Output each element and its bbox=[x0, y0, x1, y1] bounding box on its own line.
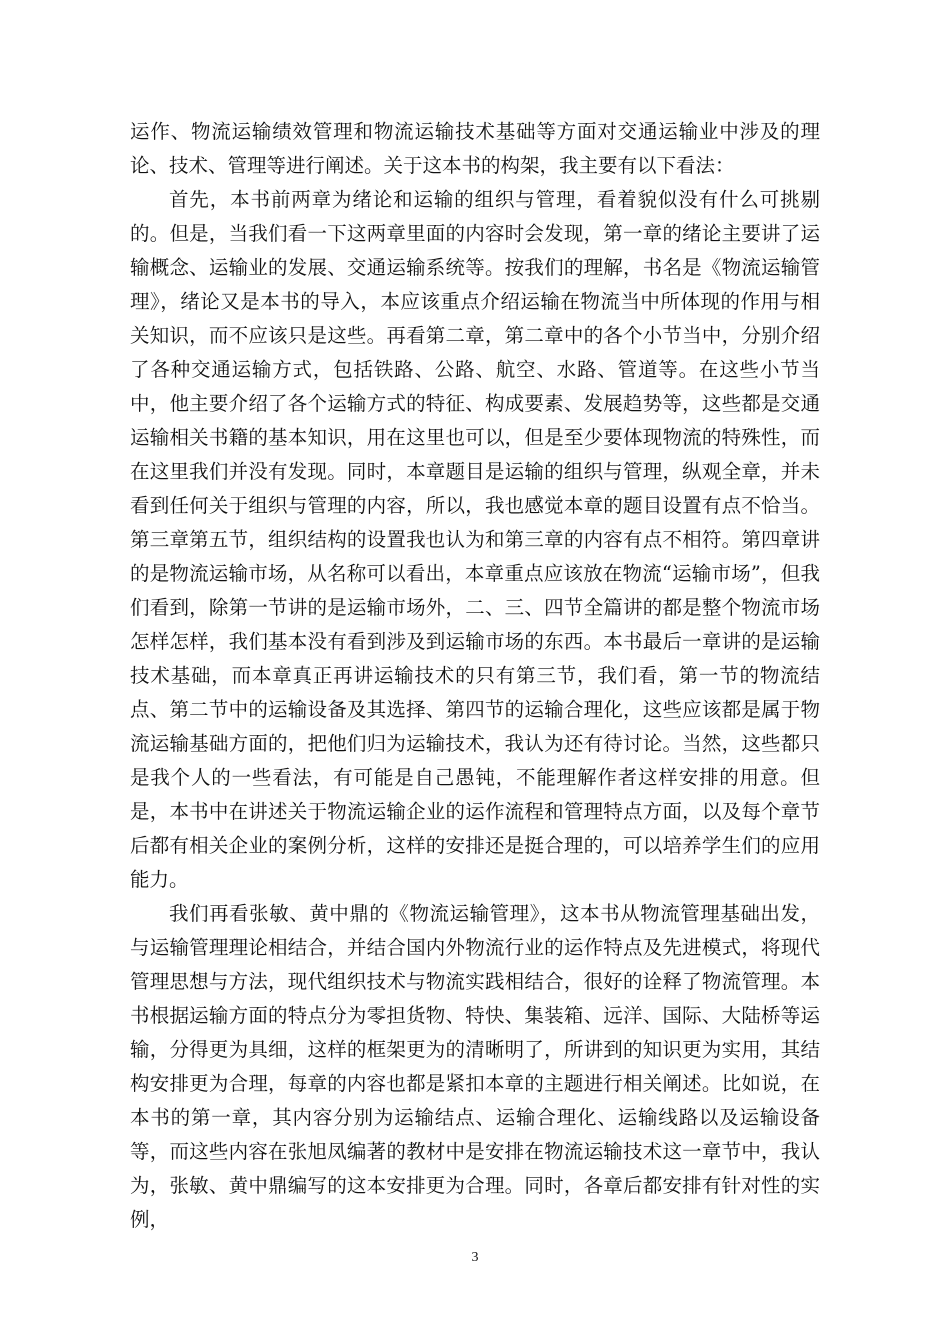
paragraph-3: 我们再看张敏、黄中鼎的《物流运输管理》，这本书从物流管理基础出发，与运输管理理论相结合，并结合国内外物流行业的运作特点及先进模式，将现代管理思想与方法，现代组织技术与物流实践相结合，很好的诠释了物流管理。本书根据运输方面的特点分为零担货物、特快、集装箱、远洋、国际、大陆桥等运输，分得更为具细，这样的框架更为的清晰明了，所讲到的知识更为实用，其结构安排更为合理，每章的内容也都是紧扣本章的主题进行相关阐述。比如说，在本书的第一章，其内容分别为运输结点、运输合理化、运输线路以及运输设备等，而这些内容在张旭凤编著的教材中是安排在物流运输技术这一章节中，我认为，张敏、黄中鼎编写的这本安排更为合理。同时，各章后都安排有针对性的实例， bbox=[130, 902, 820, 1231]
body-text bbox=[130, 115, 820, 1237]
paragraph-2: 首先，本书前两章为绪论和运输的组织与管理，看着貌似没有什么可挑剔的。但是，当我们看一下这两章里面的内容时会发现，第一章的绪论主要讲了运输概念、运输业的发展、交通运输系统等。按我们的理解，书名是《物流运输管理》，绪论又是本书的导入，本应该重点介绍运输在物流当中所体现的作用与相关知识，而不应该只是这些。再看第二章，第二章中的各个小节当中，分别介绍了各种交通运输方式，包括铁路、公路、航空、水路、管道等。在这些小节当中，他主要介绍了各个运输方式的特征、构成要素、发展趋势等，这些都是交通运输相关书籍的基本知识，用在这里也可以，但是至少要体现物流的特殊性，而在这里我们并没有发现。同时，本章题目是运输的组织与管理，纵观全章，并未看到任何关于组织与管理的内容，所以，我也感觉本章的题目设置有点不恰当。第三章第五节，组织结构的设置我也认为和第三章的内容有点不相符。第四章讲的是物流运输市场，从名称可以看出，本章重点应该放在物流“运输市场”，但我们看到，除第一节讲的是运输市场外，二、三、四节全篇讲的都是整个物流市场怎样怎样，我们基本没有看到涉及到运输市场的东西。本书最后一章讲的是运输技术基础，而本章真正再讲运输技术的只有第三节，我们看，第一节的物流结点、第二节中的运输设备及其选择、第四节的运输合理化，这些应该都是属于物流运输基础方面的，把他们归为运输技术，我认为还有待讨论。当然，这些都只是我个人的一些看法，有可能是自己愚钝，不能理解作者这样安排的用意。但是，本书中在讲述关于物流运输企业的运作流程和管理特点方面，以及每个章节后都有相关企业的案例分析，这样的安排还是挺合理的，可以培养学生们的应用能力。 bbox=[130, 188, 820, 891]
paragraph-1: 运作、物流运输绩效管理和物流运输技术基础等方面对交通运输业中涉及的理论、技术、管理等进行阐述。关于这本书的构架，我主要有以下看法： bbox=[130, 120, 820, 177]
page-number: 3 bbox=[471, 1250, 479, 1265]
